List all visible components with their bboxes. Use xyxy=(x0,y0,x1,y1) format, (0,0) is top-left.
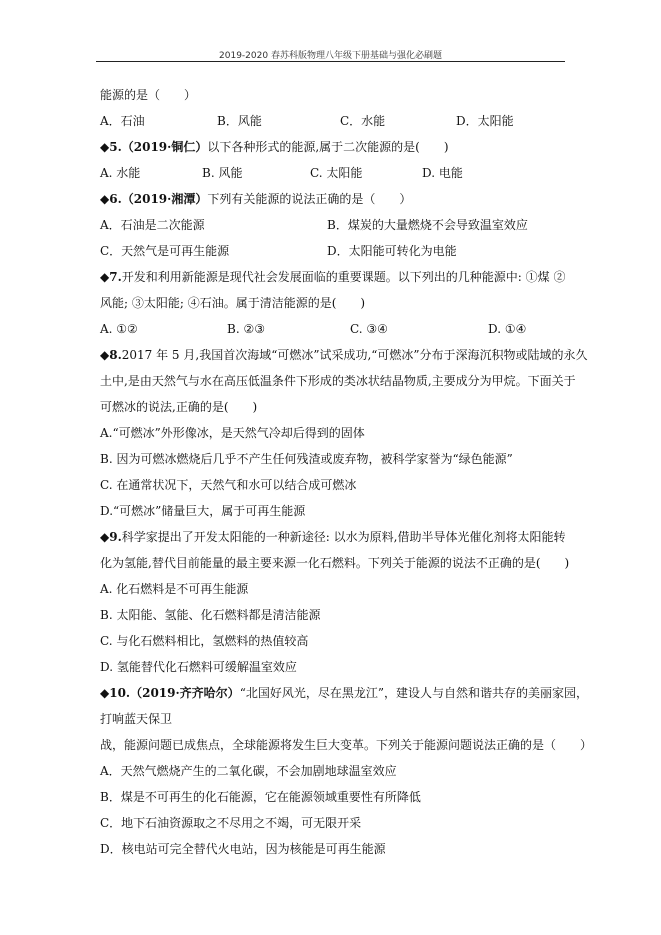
page-header: 2019-2020 春苏科版物理八年级下册基础与强化必刷题 xyxy=(219,51,442,61)
q5-option-a: A. 水能 xyxy=(100,166,141,180)
q6-option-d: D．太阳能可转化为电能 xyxy=(327,244,457,258)
q4-stem-tail: 能源的是（ ） xyxy=(100,88,197,102)
q6-options-row2 xyxy=(100,238,566,264)
q5-option-d: D. 电能 xyxy=(422,166,463,180)
q7-stem-line1 xyxy=(100,264,566,290)
q9-number: ◆9. xyxy=(100,530,122,544)
q7-number: ◆7. xyxy=(100,270,122,284)
header-rule xyxy=(96,61,565,62)
q8-option-d: D.“可燃冰”储量巨大，属于可再生能源 xyxy=(100,504,306,518)
q6-option-c: C．天然气是可再生能源 xyxy=(100,244,230,258)
q4-option-d: D．太阳能 xyxy=(456,114,514,128)
q9-stem-line1 xyxy=(100,524,566,550)
q8-stem-line2: 土中,是由天然气与水在高压低温条件下形成的类冰状结晶物质,主要成分为甲烷。下面关于 xyxy=(100,374,576,388)
q10-number: ◆10.（2019·齐齐哈尔） xyxy=(100,686,240,700)
q7-text-1: 开发和利用新能源是现代社会发展面临的重要课题。以下列出的几种能源中: ①煤 ② xyxy=(121,270,566,284)
q9-option-d: D. 氢能替代化石燃料可缓解温室效应 xyxy=(100,660,297,674)
q4-option-c: C．水能 xyxy=(340,114,386,128)
q10-stem-line1 xyxy=(100,680,588,706)
q9-option-a: A. 化石燃料是不可再生能源 xyxy=(100,582,249,596)
q6-option-a: A．石油是二次能源 xyxy=(100,218,205,232)
q10-stem-line2: 打响蓝天保卫 xyxy=(100,712,173,726)
q4-option-b: B．风能 xyxy=(217,114,262,128)
q7-option-c: C. ③④ xyxy=(350,322,388,336)
q7-option-a: A. ①② xyxy=(100,322,138,336)
q8-text-1: 2017 年 5 月,我国首次海域“可燃冰”试采成功,“可燃冰”分布于深海沉积物或陆域的永久 xyxy=(121,348,588,362)
q8-stem-line1 xyxy=(100,342,588,368)
q6-option-b: B．煤炭的大量燃烧不会导致温室效应 xyxy=(327,218,528,232)
q10-text-1: “北国好风光，尽在黑龙江”，建设人与自然和谐共存的美丽家园， xyxy=(239,686,588,700)
q10-option-c: C．地下石油资源取之不尽用之不竭，可无限开采 xyxy=(100,816,362,830)
q5-text: 以下各种形式的能源,属于二次能源的是( ) xyxy=(207,140,449,154)
q8-option-b: B. 因为可燃冰燃烧后几乎不产生任何残渣或废弃物，被科学家誉为“绿色能源” xyxy=(100,452,513,466)
q8-option-c: C. 在通常状况下，天然气和水可以结合成可燃冰 xyxy=(100,478,357,492)
q10-option-a: A．天然气燃烧产生的二氧化碳，不会加剧地球温室效应 xyxy=(100,764,397,778)
q5-stem xyxy=(100,134,566,160)
q4-option-a: A．石油 xyxy=(100,114,145,128)
q5-option-b: B. 风能 xyxy=(202,166,243,180)
page-content xyxy=(100,82,593,862)
q9-stem-line2: 化为氢能,替代目前能量的最主要来源一化石燃料。下列关于能源的说法不正确的是( ) xyxy=(100,556,570,570)
q6-text: 下列有关能源的说法正确的是（ ） xyxy=(207,192,412,206)
q10-option-d: D．核电站可完全替代火电站，因为核能是可再生能源 xyxy=(100,842,386,856)
q6-number: ◆6.（2019·湘潭） xyxy=(100,192,208,206)
q9-option-b: B. 太阳能、氢能、化石燃料都是清洁能源 xyxy=(100,608,321,622)
q10-stem-line3: 战，能源问题已成焦点，全球能源将发生巨大变革。下列关于能源问题说法正确的是（ ） xyxy=(100,738,593,752)
q7-stem-line2: 风能; ③太阳能; ④石油。属于清洁能源的是( ) xyxy=(100,296,366,310)
q8-stem-line3: 可燃冰的说法,正确的是( ) xyxy=(100,400,258,414)
q9-option-c: C. 与化石燃料相比，氢燃料的热值较高 xyxy=(100,634,309,648)
q8-number: ◆8. xyxy=(100,348,122,362)
q6-stem xyxy=(100,186,566,212)
q6-options-row1 xyxy=(100,212,566,238)
q8-option-a: A.“可燃冰”外形像冰，是天然气冷却后得到的固体 xyxy=(100,426,365,440)
q5-option-c: C. 太阳能 xyxy=(310,166,363,180)
q7-options xyxy=(100,316,566,342)
q10-option-b: B．煤是不可再生的化石能源，它在能源领域重要性有所降低 xyxy=(100,790,421,804)
q5-number: ◆5.（2019·铜仁） xyxy=(100,140,208,154)
q4-options xyxy=(100,108,566,134)
q7-option-b: B. ②③ xyxy=(227,322,265,336)
q5-options xyxy=(100,160,566,186)
q9-text-1: 科学家提出了开发太阳能的一种新途径: 以水为原料,借助半导体光催化剂将太阳能转 xyxy=(121,530,566,544)
q7-option-d: D. ①④ xyxy=(488,322,527,336)
